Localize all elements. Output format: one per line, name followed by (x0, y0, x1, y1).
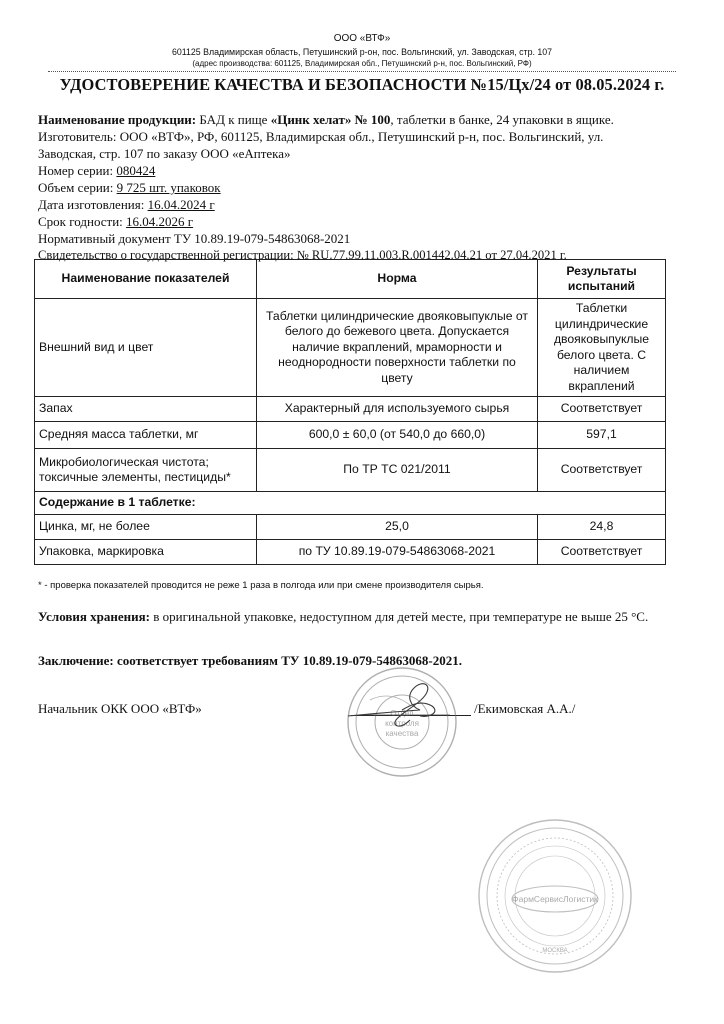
table-section-row (35, 492, 666, 515)
row-result: 24,8 (538, 515, 666, 540)
table-header-row (35, 260, 666, 299)
footnote: * - проверка показателей проводится не реже 1 раза в полгода или при смене производителя сырья. (38, 580, 484, 591)
row-norm: Таблетки цилиндрические двояковыпуклые от белого до бежевого цвета. Допускается наличие вкраплений, мраморности и неоднородности поверхности таблетки по цвету (257, 299, 538, 397)
header-norm: Норма (257, 260, 538, 299)
row-result: 597,1 (538, 422, 666, 449)
row-name: Запах (35, 397, 257, 422)
okk-stamp-text-3: качества (385, 729, 419, 738)
storage-label: Условия хранения: (38, 609, 151, 624)
okk-stamp-text-2: контроля (385, 719, 419, 728)
signer-name: /Екимовская А.А./ (474, 701, 576, 716)
row-norm: По ТР ТС 021/2011 (257, 449, 538, 492)
table-row (35, 449, 666, 492)
product-line (38, 111, 688, 128)
table-row (35, 540, 666, 565)
header-divider (48, 71, 676, 72)
product-prefix: БАД к пище (199, 112, 268, 127)
okk-stamp-text-1: Отдел (390, 709, 414, 718)
manufactured-value: 16.04.2024 г (147, 197, 215, 212)
signer-position: Начальник ОКК ООО «ВТФ» (38, 701, 202, 716)
manufactured-line (38, 196, 688, 213)
table-row (35, 515, 666, 540)
registration-certificate: Свидетельство о государственной регистрации: № RU.77.99.11.003.R.001442.04.21 от 27.04.2021 г. (38, 248, 567, 262)
normative-document: Нормативный документ ТУ 10.89.19-079-54863068-2021 (38, 231, 351, 246)
volume-line (38, 179, 688, 196)
header-result: Результаты испытаний (538, 260, 666, 299)
distributor-stamp-city: МОСКВА (542, 948, 568, 954)
row-norm: 25,0 (257, 515, 538, 540)
expiry-line (38, 213, 688, 230)
manufactured-label: Дата изготовления: (38, 197, 145, 212)
row-norm: Характерный для используемого сырья (257, 397, 538, 422)
header-indicator: Наименование показателей (35, 260, 257, 299)
distributor-stamp-text: ФармСервисЛогистик (512, 894, 598, 904)
conclusion: Заключение: соответствует требованиям ТУ 10.89.19-079-54863068-2021. (38, 653, 462, 668)
row-result: Таблетки цилиндрические двояковыпуклые белого цвета. С наличием вкраплений (538, 299, 666, 397)
row-result: Соответствует (538, 449, 666, 492)
manufacturer-line1: Изготовитель: ООО «ВТФ», РФ, 601125, Владимирская обл., Петушинский р-н, пос. Вольгинский, ул. (38, 129, 604, 144)
product-name: «Цинк хелат» № 100 (270, 112, 391, 127)
section-title: Содержание в 1 таблетке: (35, 492, 666, 515)
row-name: Микробиологическая чистота; токсичные элементы, пестициды* (35, 449, 257, 492)
product-suffix: , таблетки в банке, 24 упаковки в ящике. (390, 112, 614, 127)
row-name: Средняя масса таблетки, мг (35, 422, 257, 449)
volume-value: 9 725 шт. упаковок (116, 180, 221, 195)
row-name: Внешний вид и цвет (35, 299, 257, 397)
row-name: Упаковка, маркировка (35, 540, 257, 565)
expiry-value: 16.04.2026 г (126, 214, 194, 229)
table-row (35, 397, 666, 422)
volume-label: Объем серии: (38, 180, 114, 195)
distributor-stamp (474, 815, 636, 977)
expiry-label: Срок годности: (38, 214, 123, 229)
manufacturer-line2: Заводская, стр. 107 по заказу ООО «еАптека» (38, 146, 291, 161)
row-result: Соответствует (538, 540, 666, 565)
table-row (35, 299, 666, 397)
storage-conditions (38, 608, 678, 625)
series-value: 080424 (116, 163, 156, 178)
okk-stamp (340, 660, 470, 780)
quality-table (34, 259, 666, 565)
product-label: Наименование продукции: (38, 112, 197, 127)
storage-text: в оригинальной упаковке, недоступном для детей месте, при температуре не выше 25 °С. (153, 609, 649, 624)
series-label: Номер серии: (38, 163, 114, 178)
document-title: УДОСТОВЕРЕНИЕ КАЧЕСТВА И БЕЗОПАСНОСТИ №15/Цх/24 от 08.05.2024 г. (59, 75, 665, 94)
row-name: Цинка, мг, не более (35, 515, 257, 540)
table-row (35, 422, 666, 449)
row-result: Соответствует (538, 397, 666, 422)
production-address: (адрес производства: 601125, Владимирская обл., Петушинский р-н, пос. Вольгинский, РФ) (192, 59, 532, 68)
company-address: 601125 Владимирская область, Петушинский р-он, пос. Вольгинский, ул. Заводская, стр. 107 (171, 47, 553, 57)
series-line (38, 162, 688, 179)
company-name: ООО «ВТФ» (333, 33, 391, 44)
row-norm: по ТУ 10.89.19-079-54863068-2021 (257, 540, 538, 565)
row-norm: 600,0 ± 60,0 (от 540,0 до 660,0) (257, 422, 538, 449)
